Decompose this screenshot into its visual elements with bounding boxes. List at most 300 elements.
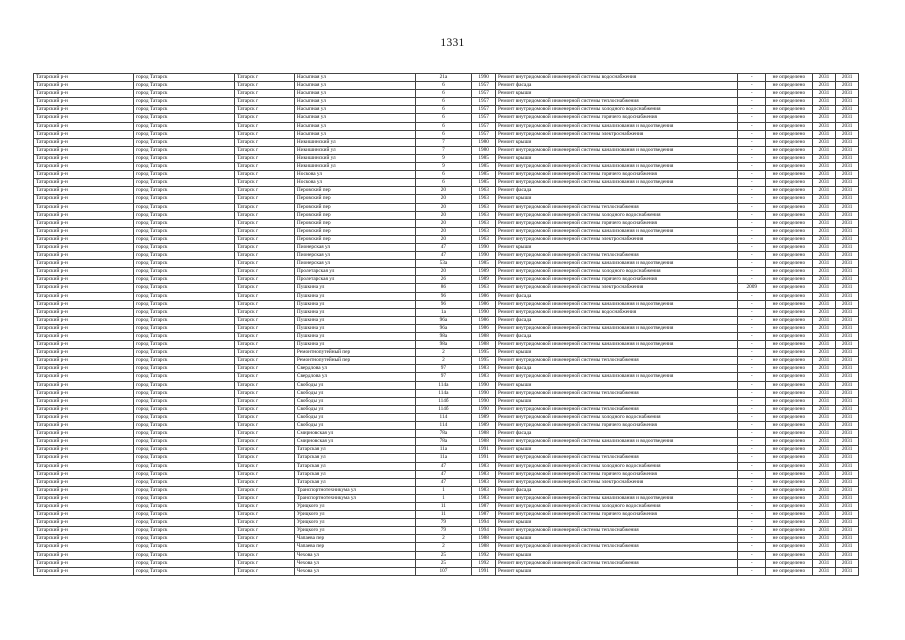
settlement-cell: Татарск г (235, 324, 295, 332)
plan-start-cell: 2031 (812, 551, 836, 559)
build-year-cell: 1988 (472, 543, 496, 551)
build-year-cell: 1989 (472, 413, 496, 421)
district-cell: Татарский р-н (34, 90, 134, 98)
last-repair-year-cell: - (738, 219, 766, 227)
house-number-cell: 20 (415, 195, 472, 203)
house-number-cell: 53а (415, 260, 472, 268)
build-year-cell: 1963 (472, 203, 496, 211)
municipality-cell: город Татарск (134, 349, 235, 357)
table-row (34, 341, 859, 349)
work-type-cell: Ремонт крыши (496, 551, 738, 559)
work-type-cell: Ремонт крыши (496, 243, 738, 251)
settlement-cell: Татарск г (235, 422, 295, 430)
last-repair-year-cell: - (738, 235, 766, 243)
build-year-cell: 1980 (472, 146, 496, 154)
house-number-cell: 2 (415, 535, 472, 543)
street-cell: Пушкина ул (294, 316, 415, 324)
municipality-cell: город Татарск (134, 74, 235, 82)
house-number-cell: 78а (415, 438, 472, 446)
plan-end-cell: 2031 (836, 163, 859, 171)
table-row (34, 462, 859, 470)
cost-cell: не определено (766, 551, 812, 559)
build-year-cell: 1963 (472, 235, 496, 243)
street-cell: Никишинский ул (294, 163, 415, 171)
house-number-cell: 97 (415, 373, 472, 381)
cost-cell: не определено (766, 268, 812, 276)
last-repair-year-cell: - (738, 106, 766, 114)
cost-cell: не определено (766, 90, 812, 98)
settlement-cell: Татарск г (235, 405, 295, 413)
settlement-cell: Татарск г (235, 195, 295, 203)
district-cell: Татарский р-н (34, 389, 134, 397)
district-cell: Татарский р-н (34, 268, 134, 276)
street-cell: Насыпная ул (294, 74, 415, 82)
plan-end-cell: 2031 (836, 341, 859, 349)
plan-end-cell: 2031 (836, 373, 859, 381)
settlement-cell: Татарск г (235, 511, 295, 519)
cost-cell: не определено (766, 154, 812, 162)
build-year-cell: 1963 (472, 195, 496, 203)
street-cell: Перовский пер (294, 235, 415, 243)
work-type-cell: Ремонт внутридомовой инженерной системы канализования и водоотведения (496, 341, 738, 349)
build-year-cell: 1990 (472, 308, 496, 316)
last-repair-year-cell: - (738, 567, 766, 575)
build-year-cell: 1986 (472, 300, 496, 308)
street-cell: Насыпная ул (294, 90, 415, 98)
cost-cell: не определено (766, 179, 812, 187)
last-repair-year-cell: - (738, 268, 766, 276)
build-year-cell: 1988 (472, 341, 496, 349)
municipality-cell: город Татарск (134, 268, 235, 276)
cost-cell: не определено (766, 462, 812, 470)
plan-end-cell: 2031 (836, 195, 859, 203)
settlement-cell: Татарск г (235, 381, 295, 389)
settlement-cell: Татарск г (235, 211, 295, 219)
plan-start-cell: 2031 (812, 195, 836, 203)
plan-end-cell: 2031 (836, 462, 859, 470)
plan-start-cell: 2031 (812, 527, 836, 535)
last-repair-year-cell: - (738, 300, 766, 308)
last-repair-year-cell: - (738, 130, 766, 138)
plan-end-cell: 2031 (836, 454, 859, 462)
plan-start-cell: 2031 (812, 357, 836, 365)
district-cell: Татарский р-н (34, 333, 134, 341)
table-row (34, 357, 859, 365)
house-number-cell: 20 (415, 211, 472, 219)
plan-start-cell: 2031 (812, 422, 836, 430)
table-row (34, 219, 859, 227)
district-cell: Татарский р-н (34, 478, 134, 486)
build-year-cell: 1963 (472, 211, 496, 219)
street-cell: Носкова ул (294, 179, 415, 187)
cost-cell: не определено (766, 494, 812, 502)
house-number-cell: 1а (415, 308, 472, 316)
build-year-cell: 1985 (472, 179, 496, 187)
build-year-cell: 1980 (472, 138, 496, 146)
plan-end-cell: 2031 (836, 211, 859, 219)
settlement-cell: Татарск г (235, 219, 295, 227)
cost-cell: не определено (766, 519, 812, 527)
plan-end-cell: 2031 (836, 268, 859, 276)
cost-cell: не определено (766, 74, 812, 82)
plan-start-cell: 2031 (812, 98, 836, 106)
plan-end-cell: 2031 (836, 243, 859, 251)
plan-end-cell: 2031 (836, 349, 859, 357)
street-cell: Транспортнотехникума ул (294, 494, 415, 502)
settlement-cell: Татарск г (235, 114, 295, 122)
plan-end-cell: 2031 (836, 324, 859, 332)
table-row (34, 567, 859, 575)
build-year-cell: 1990 (472, 243, 496, 251)
plan-start-cell: 2031 (812, 519, 836, 527)
work-type-cell: Ремонт крыши (496, 567, 738, 575)
last-repair-year-cell: - (738, 90, 766, 98)
cost-cell: не определено (766, 357, 812, 365)
municipality-cell: город Татарск (134, 138, 235, 146)
street-cell: Пролетарская ул (294, 276, 415, 284)
plan-start-cell: 2031 (812, 373, 836, 381)
district-cell: Татарский р-н (34, 454, 134, 462)
street-cell: Чапаева пер (294, 543, 415, 551)
plan-start-cell: 2031 (812, 284, 836, 292)
plan-start-cell: 2031 (812, 106, 836, 114)
street-cell: Пушкина ул (294, 324, 415, 332)
table-row (34, 235, 859, 243)
plan-end-cell: 2031 (836, 179, 859, 187)
house-number-cell: 98а (415, 341, 472, 349)
plan-end-cell: 2031 (836, 130, 859, 138)
district-cell: Татарский р-н (34, 341, 134, 349)
table-row (34, 211, 859, 219)
table-row (34, 154, 859, 162)
cost-cell: не определено (766, 381, 812, 389)
plan-start-cell: 2031 (812, 74, 836, 82)
street-cell: Пионерская ул (294, 243, 415, 251)
last-repair-year-cell: - (738, 324, 766, 332)
cost-cell: не определено (766, 130, 812, 138)
table-row (34, 243, 859, 251)
settlement-cell: Татарск г (235, 519, 295, 527)
street-cell: Свердлова ул (294, 365, 415, 373)
plan-end-cell: 2031 (836, 567, 859, 575)
cost-cell: не определено (766, 413, 812, 421)
municipality-cell: город Татарск (134, 470, 235, 478)
build-year-cell: 1963 (472, 284, 496, 292)
plan-start-cell: 2031 (812, 511, 836, 519)
work-type-cell: Ремонт внутридомовой инженерной системы электроснабжения (496, 478, 738, 486)
work-type-cell: Ремонт внутридомовой инженерной системы электроснабжения (496, 235, 738, 243)
build-year-cell: 1990 (472, 389, 496, 397)
cost-cell: не определено (766, 527, 812, 535)
last-repair-year-cell: - (738, 187, 766, 195)
work-type-cell: Ремонт внутридомовой инженерной системы горячего водоснабжения (496, 511, 738, 519)
work-type-cell: Ремонт внутридомовой инженерной системы холодного водоснабжения (496, 211, 738, 219)
settlement-cell: Татарск г (235, 276, 295, 284)
cost-cell: не определено (766, 502, 812, 510)
work-type-cell: Ремонт внутридомовой инженерной системы канализования и водоотведения (496, 438, 738, 446)
district-cell: Татарский р-н (34, 203, 134, 211)
settlement-cell: Татарск г (235, 268, 295, 276)
build-year-cell: 1985 (472, 171, 496, 179)
municipality-cell: город Татарск (134, 430, 235, 438)
cost-cell: не определено (766, 171, 812, 179)
settlement-cell: Татарск г (235, 438, 295, 446)
street-cell: Никишинский ул (294, 138, 415, 146)
municipality-cell: город Татарск (134, 98, 235, 106)
last-repair-year-cell: - (738, 122, 766, 130)
district-cell: Татарский р-н (34, 486, 134, 494)
table-row (34, 195, 859, 203)
district-cell: Татарский р-н (34, 502, 134, 510)
settlement-cell: Татарск г (235, 300, 295, 308)
street-cell: Носкова ул (294, 171, 415, 179)
cost-cell: не определено (766, 324, 812, 332)
last-repair-year-cell: - (738, 462, 766, 470)
plan-end-cell: 2031 (836, 90, 859, 98)
settlement-cell: Татарск г (235, 349, 295, 357)
plan-start-cell: 2031 (812, 179, 836, 187)
house-number-cell: 6 (415, 106, 472, 114)
plan-end-cell: 2031 (836, 357, 859, 365)
table-row (34, 535, 859, 543)
house-number-cell: 2 (415, 357, 472, 365)
plan-start-cell: 2031 (812, 171, 836, 179)
last-repair-year-cell: - (738, 389, 766, 397)
cost-cell: не определено (766, 82, 812, 90)
build-year-cell: 1990 (472, 397, 496, 405)
plan-start-cell: 2031 (812, 478, 836, 486)
settlement-cell: Татарск г (235, 543, 295, 551)
municipality-cell: город Татарск (134, 486, 235, 494)
house-number-cell: 6 (415, 98, 472, 106)
table-row (34, 203, 859, 211)
cost-cell: не определено (766, 122, 812, 130)
work-type-cell: Ремонт внутридомовой инженерной системы холодного водоснабжения (496, 268, 738, 276)
cost-cell: не определено (766, 260, 812, 268)
plan-end-cell: 2031 (836, 316, 859, 324)
plan-end-cell: 2031 (836, 227, 859, 235)
plan-start-cell: 2031 (812, 268, 836, 276)
plan-start-cell: 2031 (812, 187, 836, 195)
plan-start-cell: 2031 (812, 543, 836, 551)
house-number-cell: 114а (415, 389, 472, 397)
table-row (34, 527, 859, 535)
cost-cell: не определено (766, 405, 812, 413)
district-cell: Татарский р-н (34, 74, 134, 82)
municipality-cell: город Татарск (134, 203, 235, 211)
plan-start-cell: 2031 (812, 138, 836, 146)
cost-cell: не определено (766, 454, 812, 462)
plan-start-cell: 2031 (812, 163, 836, 171)
plan-end-cell: 2031 (836, 203, 859, 211)
district-cell: Татарский р-н (34, 527, 134, 535)
table-row (34, 511, 859, 519)
work-type-cell: Ремонт крыши (496, 154, 738, 162)
municipality-cell: город Татарск (134, 478, 235, 486)
work-type-cell: Ремонт внутридомовой инженерной системы холодного водоснабжения (496, 413, 738, 421)
municipality-cell: город Татарск (134, 122, 235, 130)
table-row (34, 486, 859, 494)
municipality-cell: город Татарск (134, 422, 235, 430)
settlement-cell: Татарск г (235, 308, 295, 316)
municipality-cell: город Татарск (134, 438, 235, 446)
build-year-cell: 1963 (472, 219, 496, 227)
build-year-cell: 1986 (472, 316, 496, 324)
last-repair-year-cell: - (738, 74, 766, 82)
last-repair-year-cell: - (738, 292, 766, 300)
cost-cell: не определено (766, 219, 812, 227)
house-number-cell: 21а (415, 74, 472, 82)
municipality-cell: город Татарск (134, 373, 235, 381)
last-repair-year-cell: - (738, 316, 766, 324)
plan-end-cell: 2031 (836, 146, 859, 154)
last-repair-year-cell: - (738, 535, 766, 543)
work-type-cell: Ремонт крыши (496, 535, 738, 543)
cost-cell: не определено (766, 163, 812, 171)
build-year-cell: 1983 (472, 478, 496, 486)
cost-cell: не определено (766, 146, 812, 154)
plan-start-cell: 2031 (812, 430, 836, 438)
last-repair-year-cell: - (738, 405, 766, 413)
work-type-cell: Ремонт внутридомовой инженерной системы горячего водоснабжения (496, 171, 738, 179)
district-cell: Татарский р-н (34, 211, 134, 219)
municipality-cell: город Татарск (134, 519, 235, 527)
municipality-cell: город Татарск (134, 195, 235, 203)
build-year-cell: 1987 (472, 511, 496, 519)
plan-start-cell: 2031 (812, 559, 836, 567)
district-cell: Татарский р-н (34, 187, 134, 195)
plan-start-cell: 2031 (812, 324, 836, 332)
street-cell: Перовский пер (294, 219, 415, 227)
work-type-cell: Ремонт внутридомовой инженерной системы теплоснабжения (496, 454, 738, 462)
district-cell: Татарский р-н (34, 260, 134, 268)
municipality-cell: город Татарск (134, 494, 235, 502)
settlement-cell: Татарск г (235, 486, 295, 494)
work-type-cell: Ремонт внутридомовой инженерной системы канализования и водоотведения (496, 163, 738, 171)
street-cell: Ремонтнопутейный пер (294, 349, 415, 357)
plan-start-cell: 2031 (812, 470, 836, 478)
work-type-cell: Ремонт фасада (496, 187, 738, 195)
work-type-cell: Ремонт фасада (496, 365, 738, 373)
street-cell: Татарская ул (294, 470, 415, 478)
plan-end-cell: 2031 (836, 559, 859, 567)
house-number-cell: 2 (415, 349, 472, 357)
plan-end-cell: 2031 (836, 430, 859, 438)
cost-cell: не определено (766, 276, 812, 284)
municipality-cell: город Татарск (134, 454, 235, 462)
plan-start-cell: 2031 (812, 276, 836, 284)
municipality-cell: город Татарск (134, 252, 235, 260)
settlement-cell: Татарск г (235, 154, 295, 162)
plan-start-cell: 2031 (812, 219, 836, 227)
last-repair-year-cell: - (738, 446, 766, 454)
district-cell: Татарский р-н (34, 316, 134, 324)
build-year-cell: 1994 (472, 527, 496, 535)
plan-end-cell: 2031 (836, 551, 859, 559)
last-repair-year-cell: - (738, 559, 766, 567)
work-type-cell: Ремонт крыши (496, 446, 738, 454)
municipality-cell: город Татарск (134, 511, 235, 519)
house-number-cell: 11а (415, 446, 472, 454)
work-type-cell: Ремонт внутридомовой инженерной системы теплоснабжения (496, 543, 738, 551)
build-year-cell: 1963 (472, 187, 496, 195)
plan-start-cell: 2031 (812, 438, 836, 446)
work-type-cell: Ремонт внутридомовой инженерной системы электроснабжения (496, 284, 738, 292)
table-row (34, 316, 859, 324)
table-row (34, 114, 859, 122)
district-cell: Татарский р-н (34, 122, 134, 130)
last-repair-year-cell: - (738, 527, 766, 535)
settlement-cell: Татарск г (235, 130, 295, 138)
street-cell: Урицкого ул (294, 527, 415, 535)
last-repair-year-cell: - (738, 478, 766, 486)
work-type-cell: Ремонт внутридомовой инженерной системы холодного водоснабжения (496, 502, 738, 510)
house-number-cell: 1 (415, 494, 472, 502)
house-number-cell: 11а (415, 454, 472, 462)
cost-cell: не определено (766, 389, 812, 397)
plan-start-cell: 2031 (812, 82, 836, 90)
street-cell: Пионерская ул (294, 252, 415, 260)
municipality-cell: город Татарск (134, 82, 235, 90)
house-number-cell: 20 (415, 187, 472, 195)
municipality-cell: город Татарск (134, 219, 235, 227)
settlement-cell: Татарск г (235, 98, 295, 106)
build-year-cell: 1989 (472, 276, 496, 284)
house-number-cell: 96а (415, 316, 472, 324)
last-repair-year-cell: - (738, 163, 766, 171)
house-number-cell: 114б (415, 397, 472, 405)
house-number-cell: 114б (415, 405, 472, 413)
table-row (34, 252, 859, 260)
plan-end-cell: 2031 (836, 333, 859, 341)
last-repair-year-cell: - (738, 502, 766, 510)
plan-end-cell: 2031 (836, 260, 859, 268)
table-row (34, 122, 859, 130)
municipality-cell: город Татарск (134, 333, 235, 341)
plan-end-cell: 2031 (836, 300, 859, 308)
settlement-cell: Татарск г (235, 478, 295, 486)
last-repair-year-cell: - (738, 195, 766, 203)
last-repair-year-cell: - (738, 341, 766, 349)
table-row (34, 438, 859, 446)
settlement-cell: Татарск г (235, 341, 295, 349)
plan-start-cell: 2031 (812, 341, 836, 349)
settlement-cell: Татарск г (235, 252, 295, 260)
plan-start-cell: 2031 (812, 567, 836, 575)
table-row (34, 284, 859, 292)
build-year-cell: 1992 (472, 551, 496, 559)
district-cell: Татарский р-н (34, 413, 134, 421)
district-cell: Татарский р-н (34, 179, 134, 187)
table-row (34, 179, 859, 187)
plan-end-cell: 2031 (836, 74, 859, 82)
district-cell: Татарский р-н (34, 511, 134, 519)
settlement-cell: Татарск г (235, 397, 295, 405)
settlement-cell: Татарск г (235, 316, 295, 324)
cost-cell: не определено (766, 430, 812, 438)
table-row (34, 130, 859, 138)
municipality-cell: город Татарск (134, 567, 235, 575)
last-repair-year-cell: - (738, 357, 766, 365)
district-cell: Татарский р-н (34, 324, 134, 332)
district-cell: Татарский р-н (34, 138, 134, 146)
settlement-cell: Татарск г (235, 82, 295, 90)
table-row (34, 413, 859, 421)
municipality-cell: город Татарск (134, 292, 235, 300)
municipality-cell: город Татарск (134, 357, 235, 365)
municipality-cell: город Татарск (134, 535, 235, 543)
plan-start-cell: 2031 (812, 235, 836, 243)
